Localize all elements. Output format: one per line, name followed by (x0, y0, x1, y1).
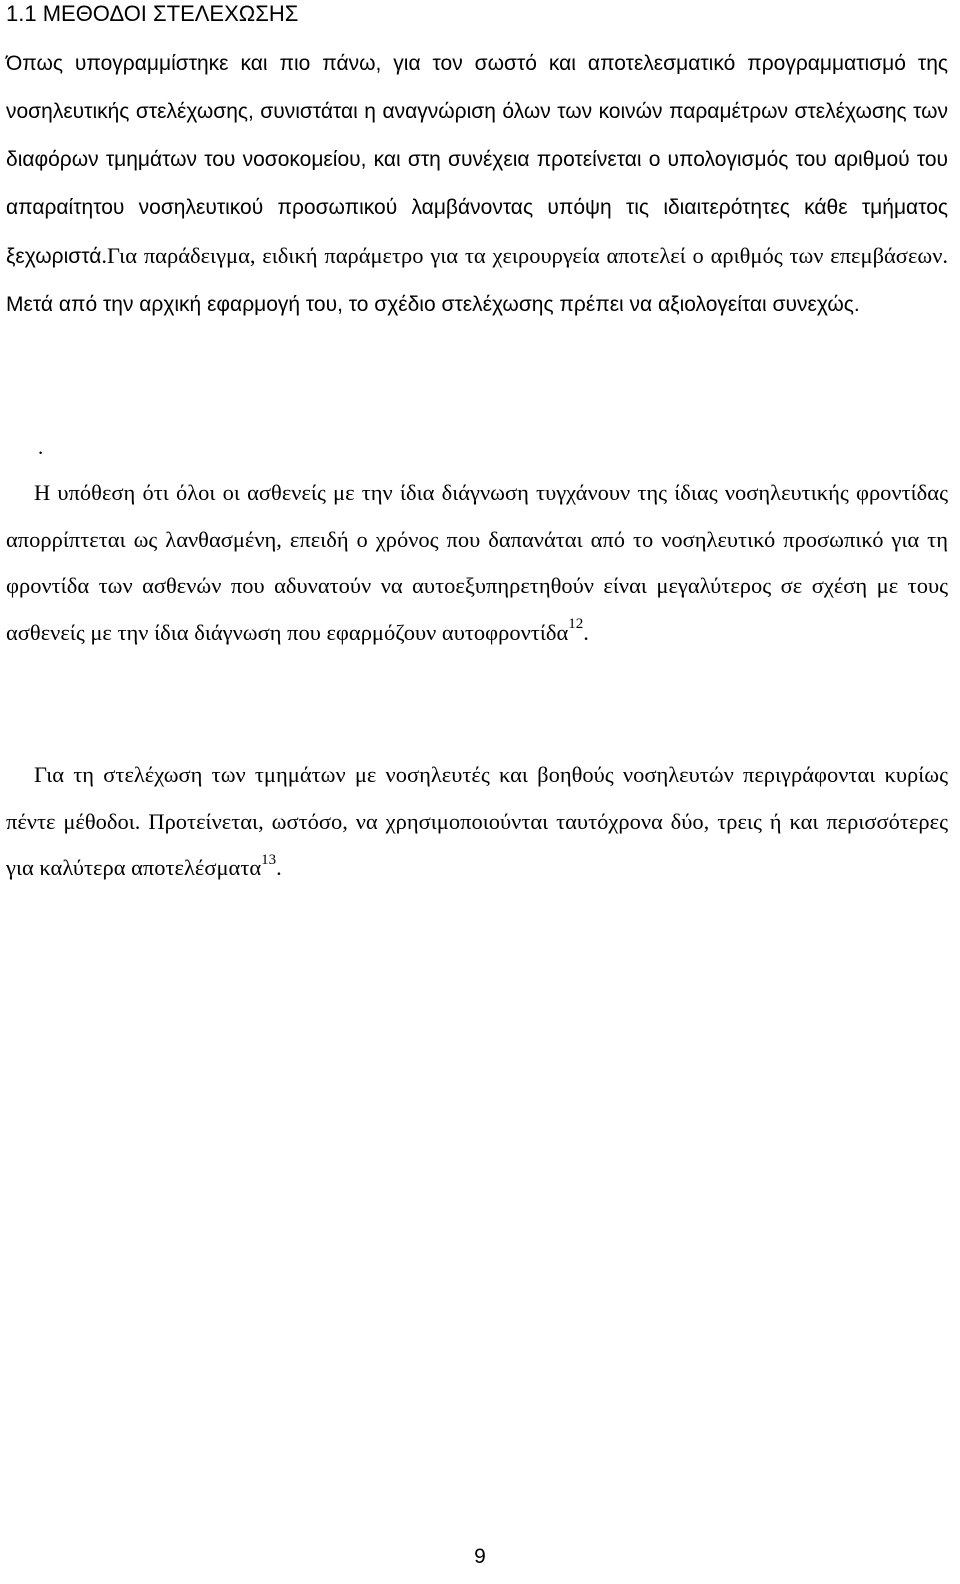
paragraph-text-example: .Για παράδειγμα, ειδική παράμετρο για τα χειρουργεία αποτελεί ο αριθμός των επεμβάσεων. (101, 243, 948, 268)
paragraph-text: Όπως υπογραμμίστηκε και πιο πάνω, για τον σωστό και αποτελεσματικό προγραμματισμό της νοσηλευτικής στελέχωσης, συνιστάται η αναγνώριση όλων των κοινών παραμέτρων στελέχωσης των διαφόρων τμημάτων του νοσοκομείου, και στη συνέχεια προτείνεται ο υπολογισμός του αριθμού του απαραίτητου νοσηλευτικού προσωπικού λαμβάνοντας υπόψη τις ιδιαιτερότητες κάθε τμήματος ξεχωριστά (6, 52, 948, 268)
footnote-reference: 12 (568, 616, 584, 632)
section-heading: 1.1 ΜΕΘΟΔΟΙ ΣΤΕΛΕΧΩΣΗΣ (6, 1, 299, 26)
paragraph-text: Για τη στελέχωση των τμημάτων με νοσηλευτές και βοηθούς νοσηλευτών περιγράφονται κυρίως πέντε μέθοδοι. Προτείνεται, ωστόσο, να χρησιμοποιούνται ταυτόχρονα δύο, τρεις ή και περισσότερες για καλύτερα αποτελέσματα (6, 762, 948, 880)
paragraph-staffing-methods (6, 752, 948, 892)
paragraph-end: . (276, 855, 282, 880)
footnote-reference: 13 (261, 851, 277, 868)
paragraph-patient-care (6, 470, 948, 656)
paragraph-text-evaluation: Μετά από την αρχική εφαρμογή του, το σχέδιο στελέχωσης πρέπει να αξιολογείται συνεχώς. (6, 293, 860, 316)
page-number: 9 (474, 1545, 486, 1568)
paragraph-end: . (583, 619, 589, 645)
paragraph-text: Η υπόθεση ότι όλοι οι ασθενείς με την ίδια διάγνωση τυγχάνουν της ίδιας νοσηλευτικής φροντίδας απορρίπτεται ως λανθασμένη, επειδή ο χρόνος που δαπανάται από το νοσηλευτικό προσωπικό για τη φροντίδα των ασθενών που αδυνατούν να αυτοεξυπηρετηθούν είναι μεγαλύτερος σε σχέση με τους ασθενείς με την ίδια διάγνωση που εφαρμόζουν αυτοφροντίδα (6, 480, 948, 645)
stray-dot: . (38, 435, 44, 459)
paragraph-staffing-planning (6, 40, 948, 329)
